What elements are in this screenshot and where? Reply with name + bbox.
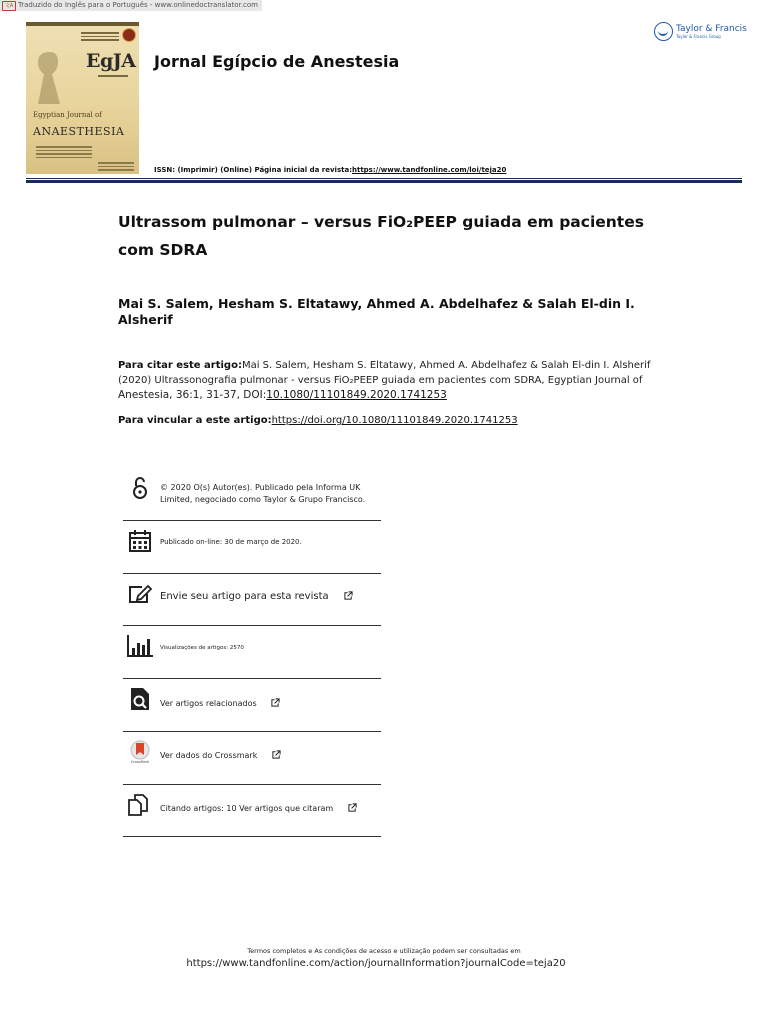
crossmark-text: Ver dados do Crossmark (160, 751, 258, 760)
translator-text: Traduzido do Inglês para o Português - www.onlinedoctranslator.com (18, 1, 258, 9)
cover-logo: EgJA (86, 50, 136, 72)
citation-block (118, 358, 663, 403)
related-articles-text: Ver artigos relacionados (160, 699, 257, 708)
edit-pencil-icon (127, 582, 153, 606)
open-access-row (123, 470, 381, 521)
related-articles-link[interactable] (160, 698, 280, 709)
journal-info-url[interactable]: https://www.tandfonline.com/action/journalInformation?journalCode=teja20 (186, 958, 566, 969)
publisher-group: Taylor & Francis Group (676, 34, 721, 39)
crossmark-icon (127, 740, 153, 764)
issn-line (154, 166, 506, 174)
search-document-icon (127, 687, 153, 711)
submit-article-row[interactable] (123, 574, 381, 626)
open-access-text: © 2020 O(s) Autor(es). Publicado pela Informa UK Limited, negociado como Taylor & Grupo Francisco. (160, 483, 366, 504)
external-link-icon (271, 698, 280, 707)
cover-seal-icon (122, 28, 136, 42)
translate-icon: 文A (2, 1, 16, 11)
translator-banner[interactable] (0, 0, 262, 11)
citation-doi-link[interactable]: 10.1080/11101849.2020.1741253 (266, 389, 447, 401)
issn-label: ISSN: (Imprimir) (Online) Página inicial da revista: (154, 166, 352, 174)
submit-article-link[interactable] (160, 591, 353, 603)
article-views-text: Visualizações de artigos: 2570 (160, 645, 244, 651)
cover-figure-icon (30, 48, 78, 108)
citing-articles-link[interactable] (160, 803, 357, 814)
terms-note: Termos completos e As condições de acesso e utilização podem ser consultadas em (247, 947, 521, 955)
external-link-icon (344, 591, 353, 600)
crossmark-link[interactable] (160, 750, 281, 761)
journal-cover-image (26, 22, 139, 174)
open-access-lock-icon (127, 476, 153, 500)
header-rule-thick (26, 180, 742, 183)
cover-editor-lines (36, 146, 92, 162)
link-to-article (118, 413, 663, 428)
citing-articles-row[interactable] (123, 785, 381, 837)
cover-small-text (81, 32, 119, 43)
bar-chart-icon (127, 634, 153, 658)
citation-text: Mai S. Salem, Hesham S. Eltatawy, Ahmed A. Abdelhafez & Salah El-din I. Alsherif (2020) Ultrassonografia pulmonar - versus FiO₂PEEP guiada em pacientes com SDRA, Egyptian Journal of (118, 360, 651, 386)
crossmark-label: CrossMark (130, 760, 150, 764)
citation-label: Para citar este artigo: (118, 360, 242, 371)
submit-article-text: Envie seu artigo para esta revista (160, 591, 329, 602)
external-link-icon (272, 750, 281, 759)
article-views-row (123, 626, 381, 679)
citation-text-2: Anestesia, 36:1, 31-37, DOI: (118, 389, 267, 401)
cover-detail-lines (98, 162, 134, 173)
article-info-box (123, 470, 381, 837)
link-to-label: Para vincular a este artigo: (118, 415, 272, 426)
article-doi-url[interactable]: https://doi.org/10.1080/11101849.2020.1741253 (271, 415, 518, 426)
citing-articles-text: Citando artigos: 10 Ver artigos que citaram (160, 804, 334, 813)
cover-logo-underline (98, 75, 128, 77)
calendar-icon (127, 529, 153, 553)
cover-journal-line2: ANAESTHESIA (33, 125, 125, 138)
published-date-text: Publicado on-line: 30 de março de 2020. (160, 538, 302, 546)
header-rule-thin (26, 178, 742, 179)
article-authors: Mai S. Salem, Hesham S. Eltatawy, Ahmed A. Abdelhafez & Salah El-din I. Alsherif (118, 296, 635, 327)
copy-pages-icon (127, 793, 153, 817)
cover-top-strip (26, 22, 139, 26)
crossmark-row[interactable] (123, 732, 381, 785)
taylor-francis-icon (654, 22, 673, 41)
journal-title: Jornal Egípcio de Anestesia (154, 52, 400, 71)
cover-journal-line1: Egyptian Journal of (33, 111, 102, 119)
journal-homepage-link[interactable]: https://www.tandfonline.com/loi/teja20 (352, 166, 507, 174)
related-articles-row[interactable] (123, 679, 381, 732)
publisher-name: Taylor & Francis (676, 24, 747, 34)
publisher-logo[interactable] (654, 22, 747, 41)
external-link-icon (348, 803, 357, 812)
published-row (123, 521, 381, 574)
article-title: Ultrassom pulmonar – versus FiO₂PEEP guiada em pacientes com SDRA (118, 213, 644, 259)
